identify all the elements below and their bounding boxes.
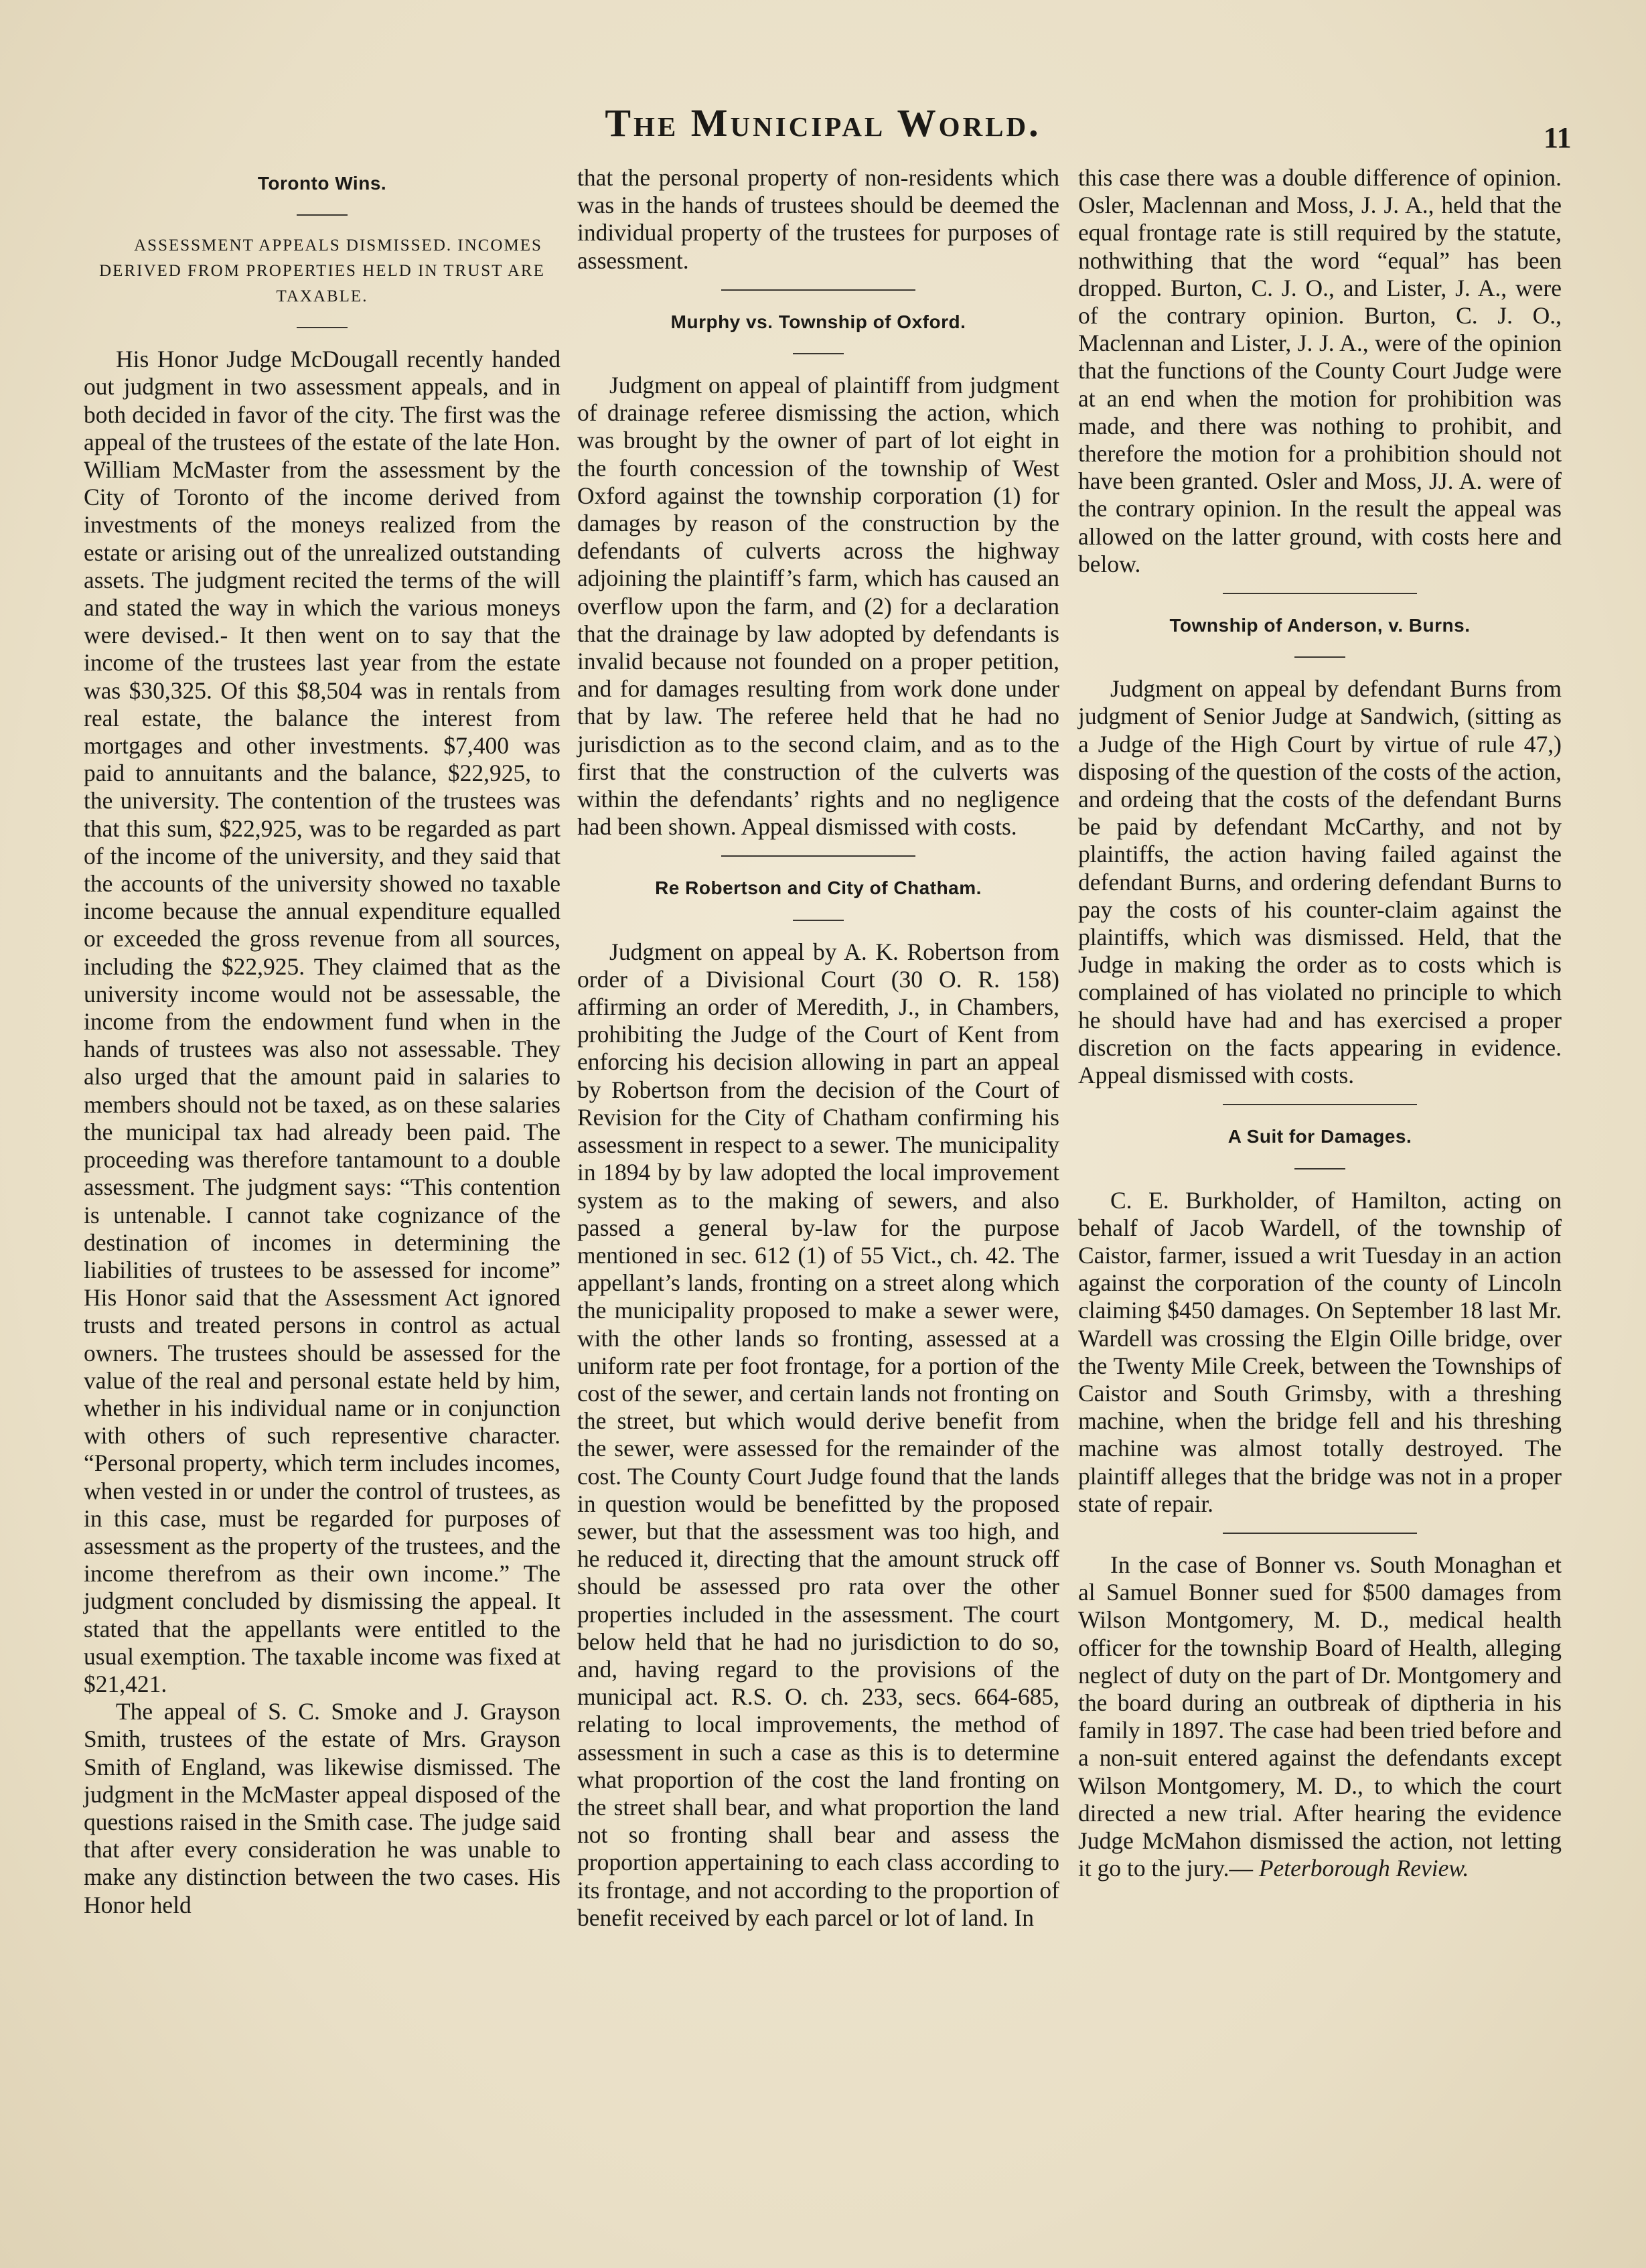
divider — [1223, 1533, 1417, 1534]
article-paragraph: His Honor Judge McDougall recently handed out judgment in two assessment appeals, and in both decided in favor of the city. The first was the appeal of the trustees of the estate of the late Hon. William McMaster from the assessment by the City of Toronto of the income derived from investments of the moneys realized from the estate or arising out of the unrealized outstanding assets. The judgment recited the terms of the will and stated the way in which the various moneys were devised.- It then went on to say that the income of the trustees last year from the estate was $30,325. Of this $8,504 was in rentals from real estate, the balance the interest from mortgages and other investments. $7,400 was paid to annuitants and the balance, $22,925, to the university. The contention of the trustees was that this sum, $22,925, was to be regarded as part of the income of the university, and they said that the accounts of the university showed no taxable income because the annual expenditure equalled or exceeded the gross revenue from all sources, including the $22,925. They claimed that as the university income would not be assessable, the income from the endowment fund when in the hands of trustees was also not assessable. They also urged that the amount paid in salaries to members should not be taxed, as on these salaries the municipal tax had already been paid. The proceeding was therefore tantamount to a double assessment. The judgment says: “This contention is untenable. I cannot take cognizance of the destination of incomes in determining the liabilities of trustees to be assessed for income” His Honor said that the Assessment Act ignored trusts and treated persons in control as actual owners. The trustees should be assessed for the value of the real and personal estate held by him, whether in his individual name or in conjunction with others of such representive character. “Personal property, which term includes incomes, when vested in or under the control of trustees, as in this case, must be regarded for purposes of assessment as the property of the trustees, and the income therefrom as their own income.” The judgment concluded by dismissing the appeal. It stated that the appellants were entitled to the usual exemption. The taxable income was fixed at $21,421. — [84, 346, 560, 1697]
divider — [721, 855, 915, 857]
article-heading-robertson: Re Robertson and City of Chatham. — [655, 877, 982, 899]
divider — [721, 289, 915, 291]
article-paragraph — [1078, 1551, 1562, 1882]
divider — [1223, 1104, 1417, 1105]
article-paragraph: Judgment on appeal by A. K. Robertson from order of a Divisional Court (30 O. R. 158) affirming an order of Meredith, J., in Chambers, prohibiting the Judge of the Court of Kent from enforcing his decision allowing in part an appeal by Robertson from the decision of the Court of Revision for the City of Chatham confirming his assessment in respect to a sewer. The municipality in 1894 by by law adopted the local improvement system as to the making of sewers, and also passed a general by-law for the purpose mentioned in sec. 612 (1) of 55 Vict., ch. 42. The appellant’s lands, fronting on a street along which the municipality proposed to make a sewer were, with the other lands so fronting, assessed at a uniform rate per foot frontage, for a portion of the cost of the sewer, and certain lands not fronting on the street, but which would derive benefit from the sewer, were assessed for the remainder of the cost. The County Court Judge found that the lands in question would be benefitted by the proposed sewer, but that the assessment was too high, and he reduced it, directing that the amount struck off should be assessed pro rata over the other properties included in the assessment. The court below held that he had no jurisdiction to do so, and, having regard to the provisions of the municipal act. R.S. O. ch. 233, secs. 664-685, relating to local improvements, the method of assessment in such a case as this is to determine what proportion of the cost the land fronting on the street shall bear, and what proportion the land not so fronting shall bear and assess the proportion appertaining to each class according to its frontage, and not according to the proportion of benefit received by each parcel or lot of land. In — [577, 938, 1059, 1931]
divider — [297, 327, 348, 328]
article-heading-toronto-wins: Toronto Wins. — [257, 173, 387, 194]
article-subhead: ASSESSMENT APPEALS DISMISSED. INCOMES DERIVED FROM PROPERTIES HELD IN TRUST ARE TAXABLE. — [99, 236, 545, 306]
divider — [793, 920, 844, 921]
divider — [1294, 1168, 1345, 1170]
divider — [297, 214, 348, 216]
divider — [1223, 593, 1417, 594]
divider — [793, 353, 844, 354]
article-heading-anderson: Township of Anderson, v. Burns. — [1169, 615, 1471, 636]
article-heading-suit-for-damages: A Suit for Damages. — [1227, 1126, 1412, 1147]
article-source: Peterborough Review. — [1258, 1855, 1469, 1882]
article-paragraph: C. E. Burkholder, of Hamilton, acting on behalf of Jacob Wardell, of the township of Caistor, farmer, issued a writ Tuesday in an action against the corporation of the county of Lincoln claiming $450 damages. On September 18 last Mr. Wardell was crossing the Elgin Oille bridge, over the Twenty Mile Creek, between the Townships of Caistor and South Grimsby, with a threshing machine, when the bridge fell and his threshing machine was almost totally destroyed. The plaintiff alleges that the bridge was not in a proper state of repair. — [1078, 1186, 1562, 1517]
article-text: In the case of Bonner vs. South Monaghan et al Samuel Bonner sued for $500 damages from Wilson Montgomery, M. D., medical health officer for the township Board of Health, alleging neglect of duty on the part of Dr. Montgomery and the board during an outbreak of diptheria in his family in 1897. The case had been tried before and a non-suit entered against the defendants except Wilson Montgomery, M. D., to which the court directed a new trial. After hearing the evidence Judge McMahon dismissed the action, not letting it go to the jury.— — [1078, 1551, 1562, 1882]
article-paragraph: The appeal of S. C. Smoke and J. Grayson Smith, trustees of the estate of Mrs. Grayson Smith of England, was likewise dismissed. The judgment in the McMaster appeal disposed of the questions raised in the Smith case. The judge said that after every consideration he was unable to make any distinction between the two cases. His Honor held — [84, 1698, 560, 1918]
article-paragraph: Judgment on appeal of plaintiff from judgment of drainage referee dismissing the action, which was brought by the owner of part of lot eight in the fourth concession of the township of West Oxford against the township corporation (1) for damages by reason of the construction by the defendants of culverts across the highway adjoining the plaintiff’s farm, which has caused an overflow upon the farm, and (2) for a declaration that the drainage by law adopted by defendants is invalid because not founded on a proper petition, and for damages resulting from work done under that by law. The referee held that he had no jurisdiction as to the second claim, and as to the first that the construction of the culverts was within the defendants’ rights and no negligence had been shown. Appeal dismissed with costs. — [577, 372, 1059, 841]
column-2 — [577, 164, 1059, 1932]
masthead-title: The Municipal World. — [605, 101, 1041, 145]
divider — [1294, 656, 1345, 658]
page-number: 11 — [1544, 121, 1572, 154]
article-paragraph: Judgment on appeal by defendant Burns from judgment of Senior Judge at Sandwich, (sitting as a Judge of the High Court by virtue of rule 47,) disposing of the question of the costs of the action, and ordeing that the costs of the defendant Burns be paid by defendant McCarthy, and not by plaintiffs, the action having failed against the defendant Burns, and ordering defendant Burns to pay the costs of his counter-claim against the plaintiffs, which was dismissed. Held, that the Judge in making the order as to costs which is complained of has violated no principle to which he should have had and has exercised a proper discretion on the facts appearing in evidence. Appeal dismissed with costs. — [1078, 675, 1562, 1089]
column-1 — [84, 164, 560, 1919]
article-heading-murphy: Murphy vs. Township of Oxford. — [670, 311, 966, 332]
article-paragraph-continued: this case there was a double difference of opinion. Osler, Maclennan and Moss, J. J. A., held that the equal frontage rate is still required by the statute, nothwithing that the word “equal” has been dropped. Burton, C. J. O., and Lister, J. A., were of the contrary opinion. Burton, C. J. O., Maclennan and Lister, J. J. A., were of the opinion that the functions of the County Court Judge were at an end when the motion for prohibition was made, and there was nothing to prohibit, and therefore the motion for a prohibition should not have been granted. Osler and Moss, JJ. A. were of the contrary opinion. In the result the appeal was allowed on the latter ground, with costs here and below. — [1078, 164, 1562, 577]
column-3 — [1078, 164, 1562, 1882]
article-paragraph-continued: that the personal property of non-residents which was in the hands of trustees should be deemed the individual property of the trustees for purposes of assessment. — [577, 164, 1059, 274]
